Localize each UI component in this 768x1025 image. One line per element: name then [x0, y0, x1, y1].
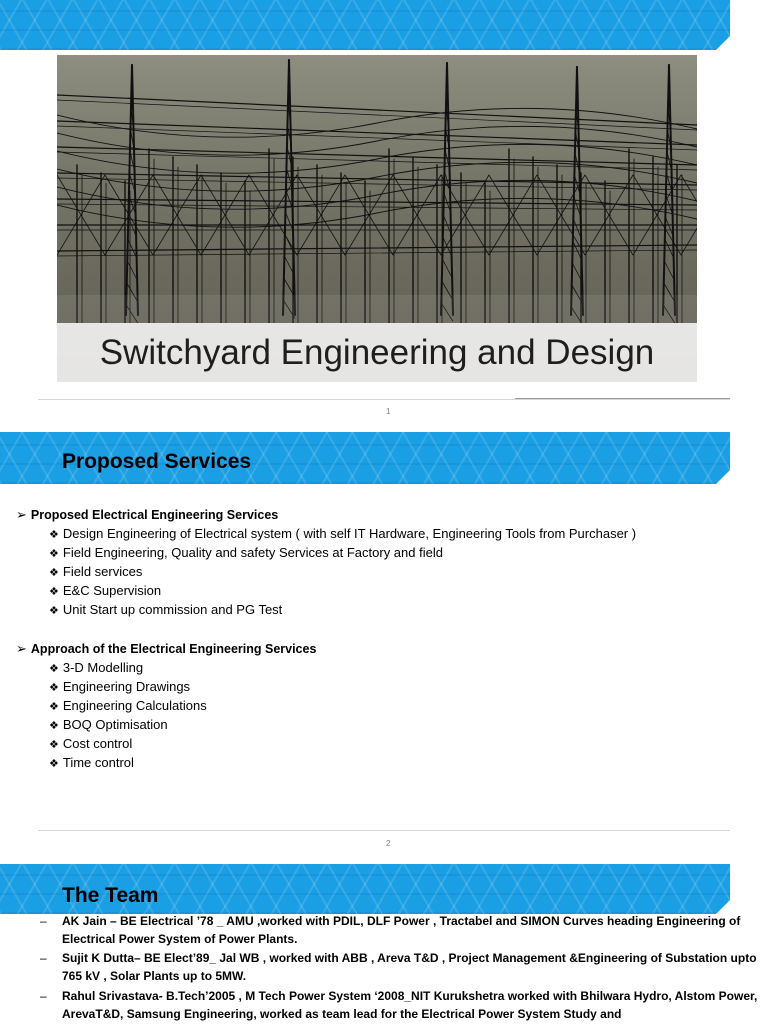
- list-item: ❖ Field services: [49, 564, 143, 579]
- footer-rule: [38, 830, 730, 831]
- diamond-bullet-icon: ❖: [49, 529, 59, 541]
- list-item: ❖ Field Engineering, Quality and safety Services at Factory and field: [49, 545, 443, 560]
- team-member-entry: [40, 912, 760, 950]
- slide-2: [0, 432, 768, 860]
- list-item: ❖ 3-D Modelling: [49, 660, 144, 675]
- diamond-bullet-icon: ❖: [49, 739, 59, 751]
- team-member-text: AK Jain – BE Electrical ’78 _ AMU ,worked with PDIL, DLF Power , Tractabel and SIMON Curves heading Engineering of Electrical Power System of Power Plants.: [62, 914, 741, 946]
- list-item: ❖ Engineering Drawings: [49, 679, 191, 694]
- list-item: ❖ E&C Supervision: [49, 583, 162, 598]
- team-member-text: Sujit K Dutta– BE Elect’89_ Jal WB , worked with ABB , Areva T&D , Project Management &Engineering of Substation upto 765 kV , Solar Plants up to 5MW.: [62, 951, 757, 983]
- diamond-bullet-icon: ❖: [49, 758, 59, 770]
- slide-header-band: [0, 432, 730, 484]
- list-item: ❖ Unit Start up commission and PG Test: [49, 602, 283, 617]
- lattice-lines: [57, 60, 697, 325]
- diamond-bullet-icon: ❖: [49, 701, 59, 713]
- diamond-bullet-icon: ❖: [49, 548, 59, 560]
- diamond-bullet-icon: ❖: [49, 663, 59, 675]
- team-member-entry: [40, 949, 760, 987]
- diamond-bullet-icon: ❖: [49, 605, 59, 617]
- slide-title: Switchyard Engineering and Design: [99, 333, 655, 372]
- page-number: 2: [386, 839, 391, 848]
- diamond-bullet-icon: ❖: [49, 682, 59, 694]
- diamond-bullet-icon: ❖: [49, 586, 59, 598]
- dash-bullet: –: [40, 951, 47, 965]
- arrow-bullet-icon: ➢: [16, 507, 27, 522]
- slide-1: [0, 0, 768, 430]
- diamond-bullet-icon: ❖: [49, 720, 59, 732]
- page-number: 1: [386, 407, 391, 416]
- dash-bullet: –: [40, 914, 47, 928]
- list-item: ❖ Time control: [49, 755, 134, 770]
- team-member-text: Rahul Srivastava- B.Tech’2005 , M Tech Power System ‘2008_NIT Kurukshetra worked with Bhilwara Hydro, Alstom Power, ArevaT&D, Samsung Engineering, worked as team lead for the Electrical Power System Study and: [62, 989, 758, 1021]
- section-heading: ➢ Proposed Electrical Engineering Services: [16, 507, 279, 522]
- arrow-bullet-icon: ➢: [16, 641, 27, 656]
- footer-rule-accent: [515, 398, 730, 399]
- section-heading: ➢ Approach of the Electrical Engineering Services: [16, 641, 317, 656]
- list-item: ❖ Cost control: [49, 736, 133, 751]
- dash-bullet: –: [40, 989, 47, 1003]
- slide-title: The Team: [62, 884, 159, 907]
- slide-header-band: [0, 864, 730, 914]
- diamond-bullet-icon: ❖: [49, 567, 59, 579]
- band-corner: [716, 36, 730, 50]
- slide-3: [0, 864, 768, 1024]
- slide-header-band: [0, 0, 730, 50]
- list-item: ❖ Engineering Calculations: [49, 698, 207, 713]
- team-member-entry: [40, 987, 760, 1025]
- list-item: ❖ BOQ Optimisation: [49, 717, 168, 732]
- list-item: ❖ Design Engineering of Electrical system ( with self IT Hardware, Engineering Tools from Purchaser ): [49, 526, 637, 541]
- switchyard-3d-model-image: [57, 55, 697, 382]
- slide-title: Proposed Services: [62, 450, 252, 473]
- band-corner: [716, 470, 730, 484]
- footer-rule: [38, 399, 730, 400]
